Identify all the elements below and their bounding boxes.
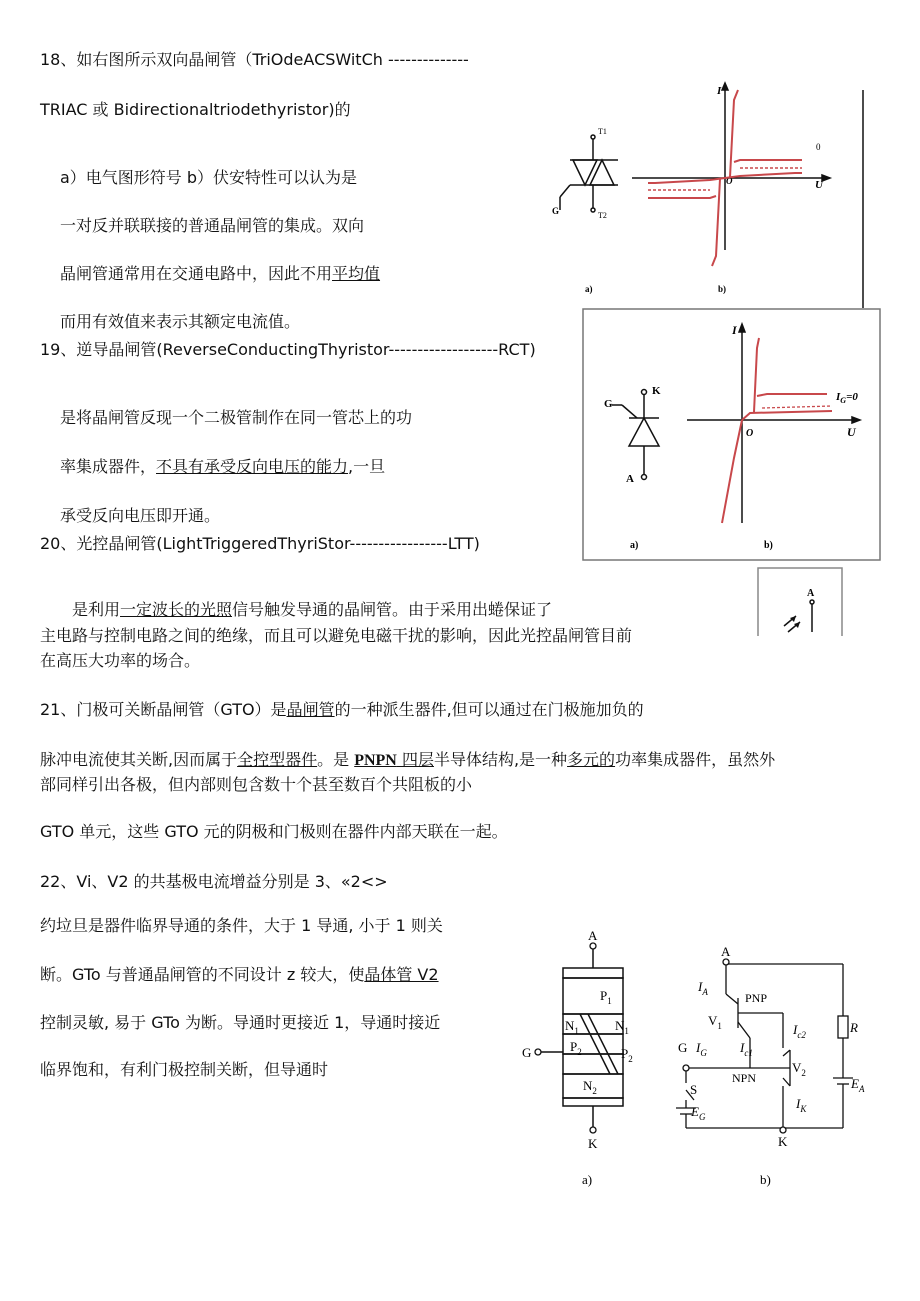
- s18-line6: 而用有效值来表示其额定电流值。: [60, 312, 301, 331]
- s18-line5a: 晶闸管通常用在交通电路中，因此不用: [60, 264, 333, 283]
- gto-caption-b: b): [760, 1172, 771, 1187]
- s20-line4: 在高压大功率的场合。: [40, 651, 201, 670]
- s18-line2: TRIAC 或 Bidirectionaltriodethyristor)的: [40, 100, 351, 119]
- s22-line5: 临界饱和，有利门极控制关断，但导通时: [40, 1060, 329, 1079]
- s22-line3a: 断。GTo 与普通晶闸管的不同设计 z 较大，使: [40, 965, 365, 984]
- rct-caption-b: b): [764, 540, 773, 551]
- v2-label: $V_2$: [792, 1060, 806, 1078]
- source-ea: $E_A$: [851, 1076, 865, 1094]
- current-ig: $I_G$: [696, 1040, 707, 1058]
- resistor-r: R: [850, 1020, 858, 1035]
- rct-k-label: K: [652, 385, 661, 397]
- current-ic1: $I_{c1}$: [740, 1040, 753, 1058]
- s20-line1: 20、光控晶闸管(LightTriggeredThyriStor-----------------LTT): [40, 534, 480, 553]
- s21-line2: [40, 750, 775, 771]
- gto-g-terminal: [535, 1049, 541, 1055]
- term-four-layer: 四层: [396, 750, 434, 769]
- triac-symbol: [560, 135, 618, 212]
- triac-figure: [540, 80, 870, 310]
- triac-t1-label: T1: [598, 127, 607, 136]
- gto-figure: [518, 928, 880, 1190]
- eq-g-label: G: [678, 1040, 688, 1055]
- ltt-symbol: [784, 600, 814, 632]
- s21-line2a: 脉冲电流使其关断,因而属于: [40, 750, 238, 769]
- rct-origin: O: [746, 428, 754, 439]
- gto-g-label: G: [522, 1045, 532, 1060]
- triac-caption-a: a): [585, 284, 593, 294]
- s21-line1a: 21、门极可关断晶闸管（GTO）是: [40, 700, 287, 719]
- term-pnpn: PNPN: [354, 752, 397, 769]
- layer-n2: $N_2$: [583, 1078, 597, 1096]
- triac-t2-label: T2: [598, 211, 607, 220]
- s19-line4: 承受反向电压即开通。: [60, 506, 221, 525]
- s19-line3a: 率集成器件，: [60, 457, 157, 476]
- s19-line2: 是将晶闸管反现一个二极管制作在同一管芯上的功: [60, 408, 413, 427]
- triac-ig-label: 0: [816, 142, 821, 152]
- s20-line3: 主电路与控制电路之间的绝缘，而且可以避免电磁干扰的影响，因此光控晶闸管目前: [40, 626, 633, 645]
- ltt-frame: [758, 568, 842, 636]
- triac-i-axis: I: [717, 85, 722, 97]
- ltt-a-label: A: [807, 588, 815, 599]
- layer-p2-right: $P_2$: [621, 1046, 633, 1064]
- s22-line2: 约垃旦是器件临界导通的条件，大于 1 导通, 小于 1 则关: [40, 916, 443, 935]
- rct-caption-a: a): [630, 540, 639, 551]
- term-thyristor: 晶闸管: [286, 700, 335, 719]
- rct-a-label: A: [626, 473, 634, 485]
- triac-origin: O: [726, 176, 733, 186]
- gto-a-label: A: [588, 928, 598, 943]
- v1-label: $V_1$: [708, 1013, 722, 1031]
- term-no-reverse-voltage: 不具有承受反向电压的能力: [156, 457, 349, 476]
- s18-line3: a）电气图形符号 b）伏安特性可以认为是: [60, 168, 358, 187]
- current-ic2: $I_{c2}$: [793, 1022, 806, 1040]
- s18-line5: [60, 264, 380, 284]
- s21-line2f: 半导体结构,是一种: [433, 750, 568, 769]
- s22-line1: 22、Vi、V2 的共基极电流增益分别是 3、«2<>: [40, 872, 388, 891]
- s22-line3: [40, 965, 439, 985]
- gto-a-terminal: [590, 943, 596, 949]
- s19-line1: 19、逆导晶闸管(ReverseConductingThyristor-------------------RCT): [40, 340, 536, 359]
- s22-line4: 控制灵敏, 易于 GTo 为断。导通时更接近 1，导通时接近: [40, 1013, 441, 1032]
- rct-axes: [687, 324, 860, 523]
- s21-line4: GTO 单元，这些 GTO 元的阴极和门极则在器件内部天联在一起。: [40, 822, 508, 841]
- ltt-figure: [756, 566, 846, 636]
- eq-k-label: K: [778, 1134, 788, 1149]
- eq-a-terminal: [723, 959, 729, 965]
- rct-ig-label: $I_G=0$: [836, 391, 858, 405]
- s21-line3: 部同样引出各极，但内部则包含数十个甚至数百个共阻板的小: [40, 775, 473, 794]
- rct-g-label: G: [604, 398, 613, 410]
- s18-line4: 一对反并联联接的普通晶闸管的集成。双向: [60, 216, 365, 235]
- rct-figure: [582, 308, 882, 562]
- source-eg: $E_G$: [691, 1104, 706, 1122]
- gto-k-terminal: [590, 1127, 596, 1133]
- s20-line2: [72, 600, 552, 620]
- s21-line2c: 。是: [317, 750, 355, 769]
- rct-i-axis: I: [732, 323, 737, 337]
- layer-p1: $P_1$: [600, 988, 612, 1006]
- rct-dashed: [762, 406, 832, 408]
- eq-k-terminal: [780, 1127, 786, 1133]
- s19-line3c: ,一旦: [348, 457, 386, 476]
- s21-line1: [40, 700, 644, 720]
- rct-u-axis: U: [847, 425, 856, 439]
- term-full-control: 全控型器件: [237, 750, 318, 769]
- triac-g-label: G: [552, 206, 560, 216]
- layer-p2-left: $P_2$: [570, 1039, 582, 1057]
- s21-line2h: 功率集成器件，虽然外: [615, 750, 776, 769]
- term-light-wavelength: 一定波长的光照: [120, 600, 233, 619]
- term-multi-element: 多元的: [567, 750, 616, 769]
- term-average: 平均值: [332, 264, 381, 283]
- gto-structure: [540, 948, 623, 1128]
- switch-s-label: S: [690, 1082, 698, 1097]
- term-transistor-v2: 晶体管 V2: [364, 965, 439, 984]
- npn-label: NPN: [732, 1071, 757, 1085]
- current-ia: $I_A$: [698, 979, 708, 997]
- rct-symbol: [612, 390, 659, 480]
- current-ik: $I_K$: [796, 1096, 807, 1114]
- triac-caption-b: b): [718, 284, 727, 294]
- s20-line2c: 信号触发导通的晶闸管。由于采用出蜷保证了: [232, 600, 553, 619]
- eq-a-label: A: [721, 944, 731, 959]
- layer-n1-left: $N_1$: [565, 1018, 579, 1036]
- gto-k-label: K: [588, 1136, 598, 1151]
- gto-caption-a: a): [582, 1172, 593, 1187]
- s19-line3: [60, 457, 385, 477]
- rct-frame: [583, 309, 880, 560]
- rct-characteristic: [722, 338, 832, 523]
- s18-line1: 18、如右图所示双向晶闸管（TriOdeACSWitCh --------------: [40, 50, 469, 69]
- s20-line2a: 是利用: [72, 600, 121, 619]
- layer-n1-right: $N_1$: [615, 1018, 629, 1036]
- triac-u-axis: U: [815, 179, 823, 191]
- eq-g-terminal: [683, 1065, 689, 1071]
- pnp-label: PNP: [745, 991, 768, 1005]
- s21-line1c: 的一种派生器件,但可以通过在门极施加负的: [334, 700, 644, 719]
